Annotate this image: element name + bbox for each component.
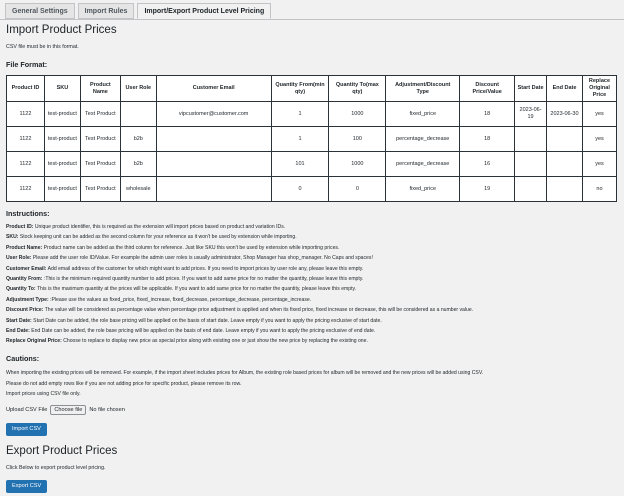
cautions-list [6, 368, 483, 400]
header-cell: End Date [547, 76, 583, 102]
table-cell: 2023-06-19 [515, 102, 547, 127]
table-cell [120, 102, 156, 127]
header-cell: Quantity From(min qty) [271, 76, 329, 102]
upload-label: Upload CSV File [6, 407, 48, 413]
header-cell: Start Date [515, 76, 547, 102]
instruction-label: SKU: [6, 234, 19, 241]
header-cell: Discount Price/Value [460, 76, 515, 102]
table-cell: 16 [460, 152, 515, 177]
table-cell: Test Product [80, 152, 120, 177]
tab-divider [0, 19, 624, 20]
instruction-text: Start Date can be added, the role base pricing will be applied on the basis of start date. Leave empty if you want to apply the pricing exclusive of start date. [31, 317, 382, 324]
table-cell: b2b [120, 152, 156, 177]
instruction-text: Product name can be added as the third column for reference. Just like SKU this won't be used by extension while importing prices. [42, 244, 340, 251]
header-cell: Replace Original Price [582, 76, 616, 102]
table-cell [156, 177, 271, 202]
instruction-text: Unique product identifier, this is required as the extension will import prices based on product and variation IDs. [33, 224, 286, 230]
table-cell [156, 152, 271, 177]
table-cell: 0 [271, 177, 329, 202]
instruction-item [6, 264, 618, 274]
table-cell: wholesale [120, 177, 156, 202]
instruction-item [6, 305, 618, 315]
table-cell: test-product [44, 127, 80, 152]
table-cell: 1122 [7, 177, 45, 202]
table-cell: percentage_decrease [386, 152, 460, 177]
header-cell: Product ID [7, 76, 45, 102]
table-row [7, 127, 617, 152]
file-status: No file chosen [89, 407, 125, 413]
table-cell: fixed_price [386, 102, 460, 127]
table-cell: fixed_price [386, 177, 460, 202]
table-cell: 1 [271, 102, 329, 127]
tab-import-rules[interactable]: Import Rules [78, 3, 135, 19]
caution-item: When importing the existing prices will be removed. For example, if the import sheet includes prices for Album, the existing role based prices for album will be removed and the new prices will be added using CSV. [6, 370, 484, 376]
table-cell: b2b [120, 127, 156, 152]
export-csv-button[interactable]: Export CSV [6, 480, 47, 493]
instruction-label: Product ID: [6, 224, 34, 230]
table-cell: yes [582, 102, 616, 127]
table-cell: 1000 [329, 152, 386, 177]
instruction-item [6, 316, 618, 326]
instruction-item [6, 222, 618, 232]
tab-general-settings[interactable]: General Settings [5, 3, 75, 19]
instruction-text: The value will be considered as percentage value when percentage price adjustment is applied and when its fixed price, fixed increase or decrease, this will be considered as a number value. [43, 307, 474, 314]
export-title: Export Product Prices [6, 445, 118, 457]
table-header-row [7, 76, 617, 102]
instruction-label: Product Name: [6, 244, 43, 251]
instruction-label: Quantity To: [6, 286, 36, 293]
tab-product-level-pricing[interactable]: Import/Export Product Level Pricing [137, 3, 271, 19]
table-cell: yes [582, 152, 616, 177]
instruction-item [6, 243, 618, 253]
table-cell: 1122 [7, 152, 45, 177]
caution-item: Please do not add empty rows like if you are not adding price for specific product, please remove its row. [6, 380, 242, 387]
table-cell: 0 [329, 177, 386, 202]
instruction-item [6, 284, 618, 294]
table-cell: vipcustomer@customer.com [156, 102, 271, 127]
instruction-text: End Date can be added, the role base pricing will be applied on the basis of end date. Leave empty if you want to apply the pricing exclusive of end date. [29, 328, 376, 335]
choose-file-button[interactable]: Choose file [50, 405, 86, 415]
table-row [7, 152, 617, 177]
table-cell [547, 177, 583, 202]
instruction-text: This is the maximum quantity at the prices will be applicable. If you want to add same price for no matter the quantity, please leave this empty. [35, 286, 357, 293]
table-cell: 2023-06-30 [547, 102, 583, 127]
instruction-item [6, 295, 618, 305]
instruction-label: Quantity From: [6, 276, 43, 283]
table-row [7, 177, 617, 202]
instruction-text: Please add the user role ID/Value. For example the admin user roles is usually administrator, Shop Manager has shop_manager. No Caps and spaces! [31, 255, 373, 262]
instruction-label: Adjustment Type: [6, 296, 49, 303]
header-cell: Customer Email [156, 76, 271, 102]
cautions-heading: Cautions: [6, 354, 40, 363]
header-cell: Quantity To(max qty) [329, 76, 386, 102]
instruction-text: Choose to replace to display new price as special price along with existing one or just show the new price by replacing the existing one. [61, 338, 368, 345]
instruction-label: User Role: [6, 255, 32, 262]
table-row [7, 102, 617, 127]
file-format-heading: File Format: [6, 60, 48, 69]
table-cell: test-product [44, 102, 80, 127]
upload-row [6, 405, 125, 415]
table-cell: 1000 [329, 102, 386, 127]
instruction-item [6, 326, 618, 336]
format-table [6, 75, 617, 202]
instruction-text: Stock keeping unit can be added as the second column for your reference as it won't be used by extension while importing. [18, 234, 297, 241]
table-cell: 18 [460, 102, 515, 127]
instruction-item [6, 253, 618, 263]
header-cell: SKU [44, 76, 80, 102]
table-cell: 100 [329, 127, 386, 152]
table-cell [156, 127, 271, 152]
instruction-item [6, 336, 618, 346]
table-cell: 1122 [7, 127, 45, 152]
table-cell [515, 127, 547, 152]
table-cell: percentage_decrease [386, 127, 460, 152]
instruction-item [6, 274, 618, 284]
header-cell: User Role [120, 76, 156, 102]
import-title: Import Product Prices [6, 24, 117, 36]
import-csv-button[interactable]: Import CSV [6, 423, 47, 436]
table-cell: Test Product [80, 102, 120, 127]
table-cell [547, 127, 583, 152]
instruction-text: :Please use the values as fixed_price, fixed_increase, fixed_decrease, percentage_decrease, percentage_increase. [48, 296, 312, 303]
instruction-item [6, 232, 618, 242]
header-cell: Adjustment/Discount Type [386, 76, 460, 102]
table-cell [515, 177, 547, 202]
table-cell: yes [582, 127, 616, 152]
table-cell: 1 [271, 127, 329, 152]
table-cell: test-product [44, 177, 80, 202]
table-cell: 19 [460, 177, 515, 202]
export-note: Click Below to export product level pricing. [6, 465, 106, 471]
table-cell: Test Product [80, 177, 120, 202]
instruction-label: Replace Original Price: [6, 338, 62, 345]
table-cell [547, 152, 583, 177]
table-cell: 18 [460, 127, 515, 152]
table-cell: test-product [44, 152, 80, 177]
caution-item: Import prices using CSV file only. [6, 391, 81, 398]
instruction-label: Start Date: [6, 317, 32, 324]
instructions-heading: Instructions: [6, 209, 50, 218]
instruction-label: End Date: [6, 328, 30, 335]
table-cell: Test Product [80, 127, 120, 152]
header-cell: Product Name [80, 76, 120, 102]
instruction-label: Customer Email: [6, 265, 47, 272]
instructions-list [6, 222, 618, 347]
instruction-label: Discount Price: [6, 307, 44, 314]
instruction-text: :This is the minimum required quantity number to add prices. If you want to add same price for no matter the quantity, please leave this empty. [42, 276, 364, 283]
table-cell: 1122 [7, 102, 45, 127]
instruction-text: Add email address of the customer for which might want to add prices. If you need to import prices by user role any, please leave this empty. [46, 265, 364, 272]
format-note: CSV file must be in this format. [6, 44, 79, 50]
table-cell: no [582, 177, 616, 202]
table-cell [515, 152, 547, 177]
table-cell: 101 [271, 152, 329, 177]
settings-tabs [5, 3, 271, 19]
